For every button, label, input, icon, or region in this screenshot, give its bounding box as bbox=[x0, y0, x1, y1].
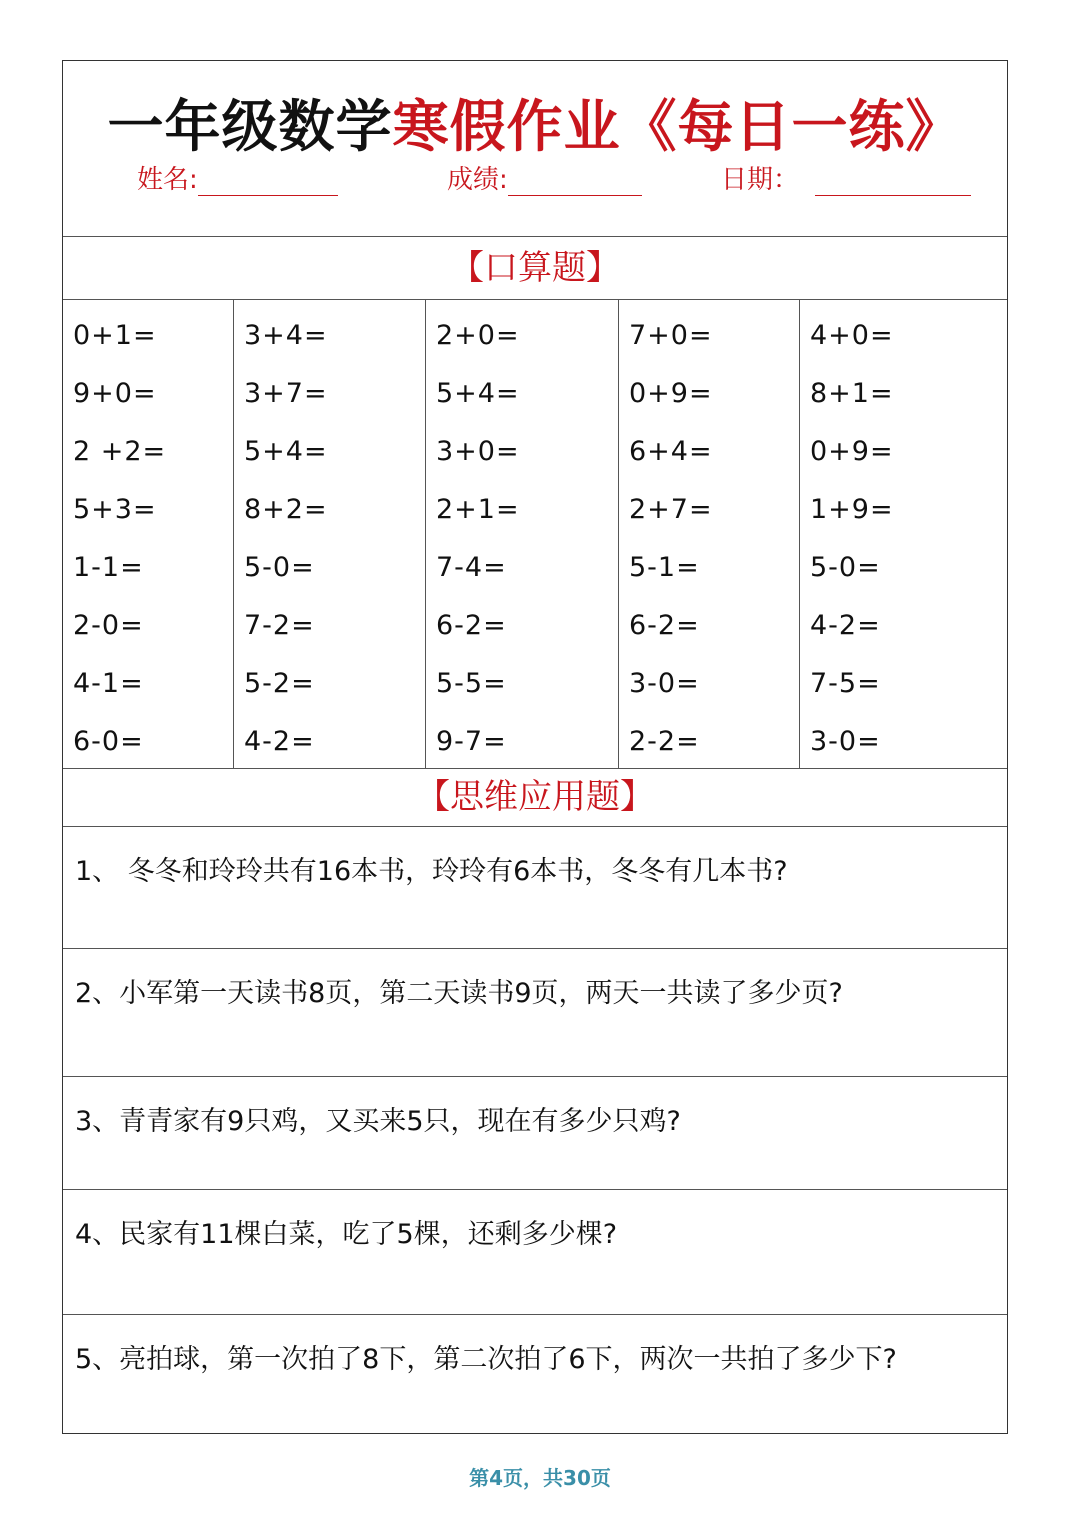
math-expression: 2-2= bbox=[629, 726, 700, 757]
score-label: 成绩: bbox=[447, 165, 508, 195]
math-expression: 2 +2= bbox=[73, 436, 167, 467]
math-expression: 4-2= bbox=[244, 726, 315, 757]
worksheet bbox=[62, 60, 1008, 1434]
math-column-2 bbox=[233, 300, 425, 768]
math-expression: 5+4= bbox=[244, 436, 328, 467]
date-label: 日期： bbox=[721, 165, 800, 195]
title-part-red: 寒假作业《每日一练》 bbox=[392, 95, 963, 160]
math-expression: 6-0= bbox=[73, 726, 144, 757]
math-expression: 4+0= bbox=[810, 320, 894, 351]
word-problem-1 bbox=[63, 827, 1007, 949]
math-expression: 9-7= bbox=[436, 726, 507, 757]
math-column-5 bbox=[799, 300, 1009, 768]
word-problem-text: 1、 冬冬和玲玲共有16本书，玲玲有6本书，冬冬有几本书? bbox=[75, 856, 788, 887]
math-expression: 3+4= bbox=[244, 320, 328, 351]
math-expression: 0+9= bbox=[810, 436, 894, 467]
word-problem-5 bbox=[63, 1315, 1007, 1433]
math-expression: 5-2= bbox=[244, 668, 315, 699]
mental-math-title: 【口算题】 bbox=[450, 248, 620, 288]
date-blank[interactable] bbox=[815, 165, 971, 196]
math-expression: 0+9= bbox=[629, 378, 713, 409]
score-blank[interactable] bbox=[508, 165, 642, 196]
math-expression: 3-0= bbox=[629, 668, 700, 699]
word-problem-text: 3、青青家有9只鸡，又买来5只，现在有多少只鸡? bbox=[75, 1106, 681, 1137]
math-expression: 1+9= bbox=[810, 494, 894, 525]
math-expression: 7-2= bbox=[244, 610, 315, 641]
name-label: 姓名: bbox=[137, 165, 198, 195]
math-expression: 5-0= bbox=[244, 552, 315, 583]
math-expression: 1-1= bbox=[73, 552, 144, 583]
math-expression: 6-2= bbox=[629, 610, 700, 641]
word-problem-text: 4、民家有11棵白菜，吃了5棵，还剩多少棵? bbox=[75, 1219, 618, 1250]
math-expression: 3+0= bbox=[436, 436, 520, 467]
math-expression: 2-0= bbox=[73, 610, 144, 641]
math-expression: 3+7= bbox=[244, 378, 328, 409]
math-expression: 3-0= bbox=[810, 726, 881, 757]
math-expression: 6-2= bbox=[436, 610, 507, 641]
math-expression: 8+2= bbox=[244, 494, 328, 525]
math-expression: 5+3= bbox=[73, 494, 157, 525]
word-problem-4 bbox=[63, 1190, 1007, 1315]
math-expression: 4-2= bbox=[810, 610, 881, 641]
word-problem-2 bbox=[63, 949, 1007, 1077]
math-expression: 0+1= bbox=[73, 320, 157, 351]
mental-math-section-header bbox=[63, 237, 1007, 300]
word-problem-3 bbox=[63, 1077, 1007, 1190]
math-expression: 2+0= bbox=[436, 320, 520, 351]
math-expression: 7-4= bbox=[436, 552, 507, 583]
math-expression: 5-5= bbox=[436, 668, 507, 699]
math-column-3 bbox=[425, 300, 618, 768]
math-expression: 5+4= bbox=[436, 378, 520, 409]
math-expression: 8+1= bbox=[810, 378, 894, 409]
math-expression: 5-1= bbox=[629, 552, 700, 583]
math-expression: 7-5= bbox=[810, 668, 881, 699]
word-problems-title: 【思维应用题】 bbox=[416, 777, 654, 817]
math-expression: 2+1= bbox=[436, 494, 520, 525]
date-field[interactable] bbox=[721, 159, 971, 196]
math-expression: 5-0= bbox=[810, 552, 881, 583]
student-info-fields bbox=[63, 159, 1007, 199]
name-field[interactable] bbox=[137, 159, 338, 196]
page-title bbox=[63, 83, 1007, 163]
mental-math-grid bbox=[63, 300, 1007, 769]
word-problem-text: 2、小军第一天读书8页，第二天读书9页，两天一共读了多少页? bbox=[75, 978, 843, 1009]
word-problems-section-header bbox=[63, 769, 1007, 827]
worksheet-header bbox=[63, 61, 1007, 237]
title-part-black: 一年级数学 bbox=[107, 95, 393, 160]
math-expression: 2+7= bbox=[629, 494, 713, 525]
name-blank[interactable] bbox=[198, 165, 338, 196]
math-column-1 bbox=[63, 300, 233, 768]
math-column-4 bbox=[618, 300, 799, 768]
word-problem-text: 5、亮拍球，第一次拍了8下，第二次拍了6下，两次一共拍了多少下? bbox=[75, 1344, 897, 1375]
math-expression: 6+4= bbox=[629, 436, 713, 467]
math-expression: 9+0= bbox=[73, 378, 157, 409]
math-expression: 7+0= bbox=[629, 320, 713, 351]
score-field[interactable] bbox=[447, 159, 642, 196]
math-expression: 4-1= bbox=[73, 668, 144, 699]
page-number: 第4页，共30页 bbox=[469, 1466, 611, 1490]
